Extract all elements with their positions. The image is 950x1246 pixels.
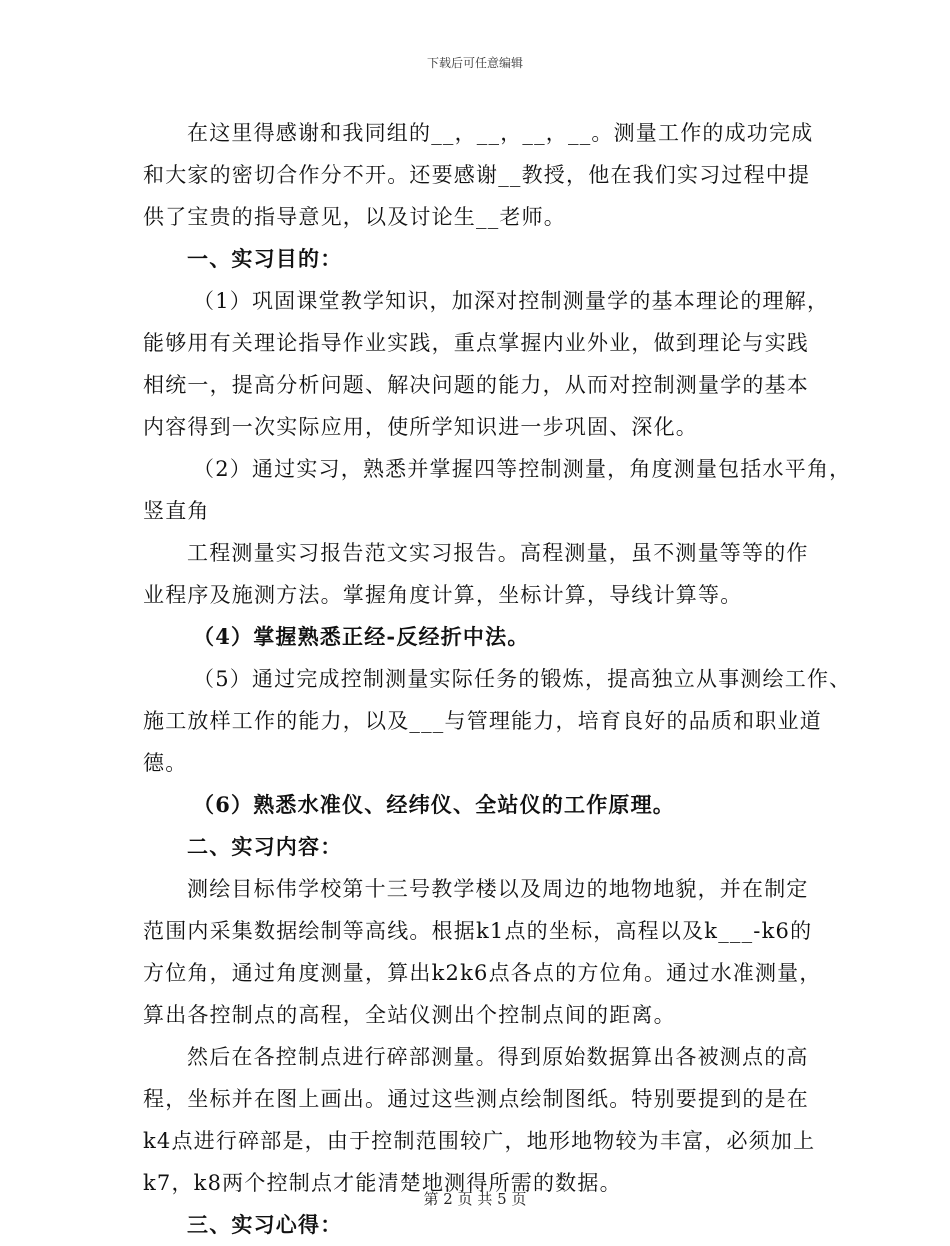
section-heading: 二、实习内容：: [187, 834, 343, 859]
page-header: 下载后可任意编辑: [426, 56, 523, 70]
paragraph-line: （2）通过实习，熟悉并掌握四等控制测量，角度测量包括水平角，: [193, 457, 852, 481]
paragraph-line: k7，k8两个控制点才能清楚地测得所需的数据。: [143, 1171, 622, 1195]
paragraph-line: 施工放样工作的能力，以及___与管理能力，培育良好的品质和职业道: [143, 709, 822, 733]
paragraph-line: 在这里得感谢和我同组的__，__，__，__。测量工作的成功完成: [187, 121, 814, 145]
paragraph-line: 内容得到一次实际应用，使所学知识进一步巩固、深化。: [143, 415, 698, 439]
paragraph-line: 方位角，通过角度测量，算出k2k6点各点的方位角。通过水准测量，: [143, 961, 822, 985]
paragraph-line: 能够用有关理论指导作业实践，重点掌握内业外业，做到理论与实践: [143, 331, 809, 355]
paragraph-line: 相统一，提高分析问题、解决问题的能力，从而对控制测量学的基本: [143, 373, 809, 397]
paragraph-line: （5）通过完成控制测量实际任务的锻炼，提高独立从事测绘工作、: [193, 667, 852, 691]
paragraph-line: 供了宝贵的指导意见，以及讨论生__老师。: [143, 205, 566, 229]
paragraph-line: （1）巩固课堂教学知识，加深对控制测量学的基本理论的理解，: [193, 289, 830, 313]
paragraph-line: 工程测量实习报告范文实习报告。高程测量，虽不测量等等的作: [187, 541, 809, 565]
paragraph-line: 然后在各控制点进行碎部测量。得到原始数据算出各被测点的高: [187, 1045, 809, 1069]
paragraph-line: 业程序及施测方法。掌握角度计算，坐标计算，导线计算等。: [143, 583, 743, 607]
page-footer: 第 2 页 共 5 页: [423, 1190, 527, 1208]
paragraph-line: 测绘目标伟学校第十三号教学楼以及周边的地物地貌，并在制定: [187, 877, 809, 901]
list-item-bold: （4）掌握熟悉正经-反经折中法。: [193, 624, 530, 649]
section-heading: 一、实习目的：: [187, 246, 343, 271]
paragraph-line: 范围内采集数据绘制等高线。根据k1点的坐标，高程以及k___-k6的: [143, 919, 813, 943]
paragraph-line: 和大家的密切合作分不开。还要感谢__教授，他在我们实习过程中提: [143, 163, 811, 187]
document-body: [143, 112, 852, 1246]
section-heading: 三、实习心得：: [187, 1212, 343, 1237]
paragraph-line: 程，坐标并在图上画出。通过这些测点绘制图纸。特别要提到的是在: [143, 1087, 809, 1111]
list-item-bold: （6）熟悉水准仪、经纬仪、全站仪的工作原理。: [193, 792, 676, 817]
paragraph-line: 竖直角: [143, 499, 210, 523]
paragraph-line: 德。: [143, 751, 188, 775]
paragraph-line: 算出各控制点的高程，全站仪测出个控制点间的距离。: [143, 1003, 676, 1027]
paragraph-line: k4点进行碎部是，由于控制范围较广，地形地物较为丰富，必须加上: [143, 1129, 816, 1153]
